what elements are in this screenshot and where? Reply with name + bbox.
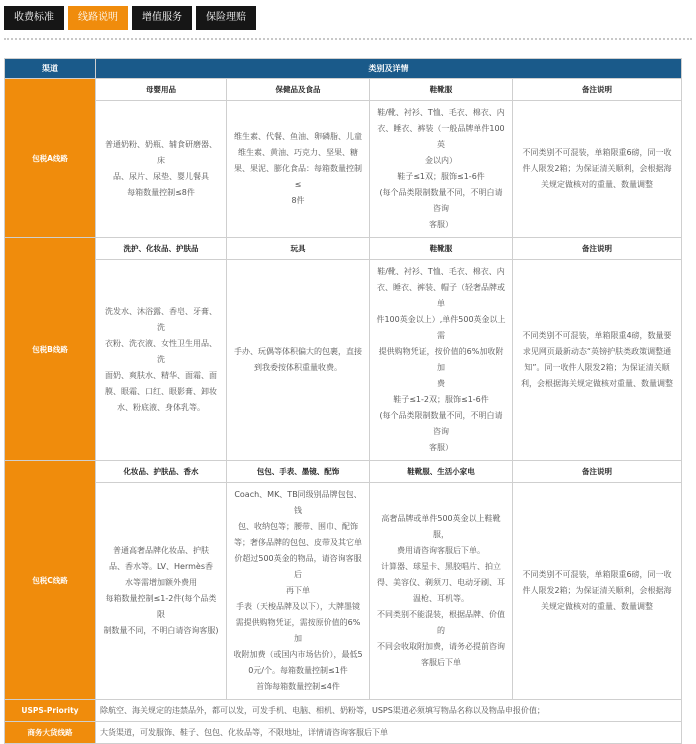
cell-line: 收附加费（或国内市场估价），最低5 [233, 650, 363, 659]
cell-line: 件人限发2箱；为保证清关顺利，会根据海 [522, 164, 672, 173]
route-a-cell [370, 101, 513, 238]
section-c-body [5, 483, 682, 700]
cell-line: 果、果泥、膨化食品：每箱数量控制≤ [234, 164, 362, 189]
cell-line: 水、粉底液、身体乳等。 [117, 403, 205, 412]
cell-line: 关规定做核对的重量、数量调整 [541, 602, 653, 611]
cell-line: 衣、睡衣、裤装（一般品牌单件100英 [377, 124, 505, 149]
col-head: 玩具 [227, 238, 370, 260]
cell-line: 不同类别不可混装，单箱限重6磅，同一收 [522, 148, 672, 157]
cell-line: 客服后下单 [421, 658, 461, 667]
cell-line: 件100英金以上）,单件500英金以上需 [376, 315, 506, 340]
cell-line: 鞋/靴、衬衫、T恤、毛衣、棉衣、内 [377, 108, 505, 117]
header-channel: 渠道 [5, 59, 96, 79]
cell-line: 鞋子≤1-2双；服饰≤1-6件 [393, 395, 489, 404]
tab-fees[interactable]: 收费标准 [4, 6, 64, 30]
cell-line: 高奢品牌或单件500英金以上鞋靴服， [381, 514, 501, 539]
cell-line: 品、尿片、尿垫、婴儿餐具 [113, 172, 209, 181]
col-head: 化妆品、护肤品、香水 [96, 461, 227, 483]
cell-line: 普通高奢品牌化妆品、护肤 [113, 546, 209, 555]
cell-line: 客服） [429, 443, 453, 452]
cell-line: Coach、MK、TB同级别品牌包包、钱 [234, 490, 362, 515]
cell-line: 不同类别不可混装，单箱限重6磅，同一收 [522, 570, 672, 579]
tab-value-added[interactable]: 增值服务 [132, 6, 192, 30]
cell-line: 面奶、爽肤水、精华、面霜、面 [105, 371, 217, 380]
cell-line: 衣、睡衣、裤装、帽子（轻奢品牌或单 [377, 283, 505, 308]
route-c-label: 包税C线路 [5, 461, 96, 700]
route-b-cell [370, 260, 513, 461]
route-c-cell [513, 483, 682, 700]
col-head: 鞋靴服、生活小家电 [370, 461, 513, 483]
cell-line: 鞋子≤1双；服饰≤1-6件 [397, 172, 485, 181]
cell-line: 提供购物凭证，按价值的6%加收附加 [378, 347, 504, 372]
cell-line: 费用请咨询客服后下单。 [397, 546, 485, 555]
cell-line: 件人限发2箱；为保证清关顺利，会根据海 [522, 586, 672, 595]
section-c-head [5, 461, 682, 483]
bulk-label: 商务大货线路 [5, 722, 96, 744]
tab-bar [4, 6, 256, 30]
cell-line: 关规定做核对的重量、数量调整 [541, 180, 653, 189]
cell-line: 不同类别不可混装，单箱限重4磅，数量要 [522, 331, 672, 340]
cell-line: (每个品类限制数量不同，不明白请咨询 [379, 188, 503, 213]
cell-line: 到我委按体积重量收费。 [254, 363, 342, 372]
col-head: 鞋靴服 [370, 79, 513, 101]
cell-line: 8件 [291, 196, 305, 205]
route-b-cell [513, 260, 682, 461]
route-a-cell [96, 101, 227, 238]
usps-row [5, 700, 682, 722]
cell-line: 利，会根据海关规定做核对重量、数量调整 [521, 379, 673, 388]
cell-line: 不同会收取附加费，请务必提前咨询 [377, 642, 505, 651]
section-b-body [5, 260, 682, 461]
route-b-cell [96, 260, 227, 461]
cell-line: 知”。同一收件人限发2箱；为保证清关顺 [524, 363, 670, 372]
cell-line: 品、香水等。LV、Hermès香 [108, 562, 214, 571]
bulk-text: 大货渠道，可发服饰、鞋子、包包、化妆品等，不限地址，详情请咨询客服后下单 [96, 722, 682, 744]
cell-line: 普通奶粉、奶瓶、辅食研磨器、床 [105, 140, 217, 165]
cell-line: 手办、玩偶等体积偏大的包裹，直接 [234, 347, 362, 356]
cell-line: 膜、眼霜、口红、眼影膏、卸妆 [105, 387, 217, 396]
cell-line: 首饰每箱数量控制≤4件 [256, 682, 340, 691]
col-head: 鞋靴服 [370, 238, 513, 260]
route-c-cell [96, 483, 227, 700]
route-c-cell [370, 483, 513, 700]
cell-line: (每个品类限制数量不同，不明白请咨询 [379, 411, 503, 436]
section-a-head [5, 79, 682, 101]
cell-line: 求见网页最新动态“英镑护肤类政策调整通 [522, 347, 672, 356]
cell-line: 不同类别不能混装，根据品牌、价值的 [377, 610, 505, 635]
route-a-label: 包税A线路 [5, 79, 96, 238]
cell-line: 温枪、耳机等。 [413, 594, 469, 603]
route-c-cell [227, 483, 370, 700]
section-a-body [5, 101, 682, 238]
cell-line: 费 [437, 379, 445, 388]
cell-line: 衣粉、洗衣液、女性卫生用品、洗 [105, 339, 217, 364]
col-head: 备注说明 [513, 461, 682, 483]
tab-insurance[interactable]: 保险理赔 [196, 6, 256, 30]
col-head: 包包、手表、墨镜、配饰 [227, 461, 370, 483]
cell-line: 得、美容仪、剃须刀、电动牙刷、耳 [377, 578, 505, 587]
col-head: 保健品及食品 [227, 79, 370, 101]
cell-line: 等；奢侈品牌的包包、皮带及其它单 [234, 538, 362, 547]
cell-line: 需提供购物凭证，需按原价值的6%加 [235, 618, 361, 643]
col-head: 母婴用品 [96, 79, 227, 101]
cell-line: 0元/个。每箱数量控制≤1件 [248, 666, 348, 675]
route-b-label: 包税B线路 [5, 238, 96, 461]
col-head: 备注说明 [513, 238, 682, 260]
cell-line: 鞋/靴、衬衫、T恤、毛衣、棉衣、内 [377, 267, 505, 276]
route-a-cell [513, 101, 682, 238]
cell-line: 价超过500英金的物品，请咨询客服后 [234, 554, 362, 579]
usps-text: 除航空、海关规定的违禁品外，都可以发，可发手机、电脑、相机、奶粉等，USPS渠道必须填写物品名称以及物品申报价值； [96, 700, 682, 722]
cell-line: 每箱数量控制≤1-2件(每个品类限 [105, 594, 217, 619]
cell-line: 包、收纳包等；腰带、围巾、配饰 [238, 522, 358, 531]
cell-line: 客服） [429, 220, 453, 229]
cell-line: 水等需增加额外费用 [125, 578, 197, 587]
cell-line: 洗发水、沐浴露、香皂、牙膏、洗 [105, 307, 217, 332]
header-category: 类别及详情 [96, 59, 682, 79]
cell-line: 制数量不同，不明白请咨询客服) [103, 626, 219, 635]
route-a-cell [227, 101, 370, 238]
col-head: 洗护、化妆品、护肤品 [96, 238, 227, 260]
dotted-divider [4, 38, 692, 40]
cell-line: 每箱数量控制≤8件 [127, 188, 195, 197]
section-b-head [5, 238, 682, 260]
col-head: 备注说明 [513, 79, 682, 101]
cell-line: 再下单 [286, 586, 310, 595]
cell-line: 计算器、球星卡、黑胶唱片、拍立 [381, 562, 501, 571]
tab-routes[interactable]: 线路说明 [68, 6, 128, 30]
bulk-row [5, 722, 682, 744]
usps-label: USPS-Priority [5, 700, 96, 722]
cell-line: 手表（天梭品牌及以下），大牌墨镜 [236, 602, 360, 611]
cell-line: 维生素、黄油、巧克力、坚果、糖 [238, 148, 358, 157]
cell-line: 维生素、代餐、鱼油、卵磷脂、儿童 [234, 132, 362, 141]
cell-line: 金以内） [425, 156, 457, 165]
route-table [4, 58, 682, 744]
route-b-cell [227, 260, 370, 461]
